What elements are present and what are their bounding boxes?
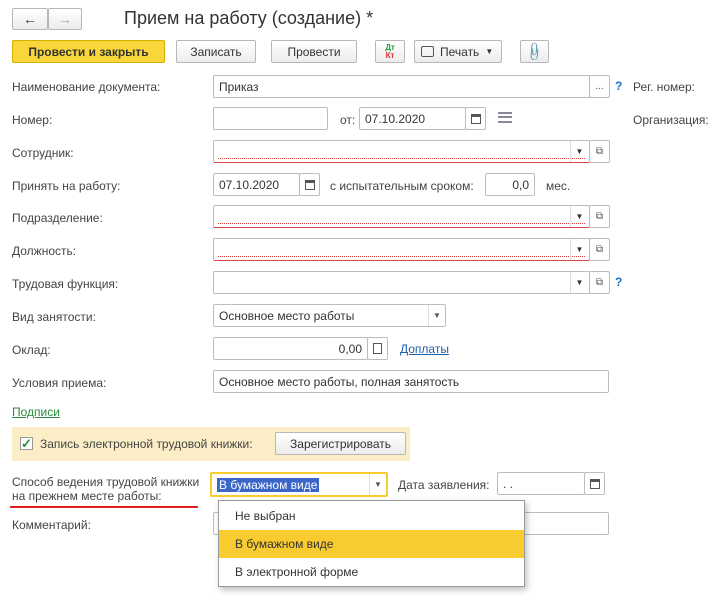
open-icon: ⧉ — [595, 244, 604, 255]
list-icon[interactable] — [498, 112, 512, 123]
attach-button[interactable] — [520, 40, 549, 63]
comment-label: Комментарий: — [12, 518, 91, 532]
chevron-down-icon: ▼ — [575, 147, 584, 156]
post-button[interactable]: Провести — [271, 40, 357, 63]
hire-date-label: Принять на работу: — [12, 179, 121, 193]
application-date-field[interactable]: . . — [497, 472, 585, 495]
doc-name-field[interactable]: Приказ — [213, 75, 590, 98]
department-label: Подразделение: — [12, 211, 103, 225]
page-title: Прием на работу (создание) * — [124, 8, 374, 28]
department-open-button[interactable] — [589, 205, 610, 228]
open-icon: ⧉ — [595, 146, 604, 157]
position-open-button[interactable] — [589, 238, 610, 261]
labor-function-label: Трудовая функция: — [12, 277, 119, 291]
printer-icon — [421, 46, 434, 57]
salary-label: Оклад: — [12, 343, 51, 357]
print-button[interactable]: Печать ▼ — [414, 40, 502, 63]
forward-button[interactable] — [48, 8, 82, 30]
calculator-button[interactable] — [367, 337, 388, 360]
employee-dropdown[interactable] — [570, 141, 588, 162]
chevron-down-icon: ▼ — [575, 278, 584, 287]
position-dropdown[interactable] — [570, 239, 588, 260]
employee-open-button[interactable] — [589, 140, 610, 163]
employment-type-select[interactable]: Основное место работы ▼ — [213, 304, 446, 327]
doc-name-select-button[interactable]: ... — [589, 75, 610, 98]
date-calendar-button[interactable] — [465, 107, 486, 130]
chevron-down-icon: ▼ — [485, 47, 494, 56]
application-date-label: Дата заявления: — [398, 478, 490, 492]
calendar-icon — [305, 180, 315, 190]
hire-date-field[interactable]: 07.10.2020 — [213, 173, 300, 196]
conditions-field[interactable]: Основное место работы, полная занятость — [213, 370, 609, 393]
red-underline — [10, 506, 198, 508]
help-icon[interactable]: ? — [615, 275, 623, 289]
chevron-down-icon: ▼ — [369, 474, 386, 495]
book-method-select[interactable]: В бумажном виде ▼ — [210, 472, 388, 497]
etk-checkbox[interactable] — [20, 437, 33, 450]
reg-number-label: Рег. номер: — [633, 80, 695, 94]
back-button[interactable] — [12, 8, 48, 30]
number-field[interactable] — [213, 107, 328, 130]
calendar-icon — [590, 479, 600, 489]
save-button[interactable]: Записать — [176, 40, 256, 63]
position-label: Должность: — [12, 244, 77, 258]
open-icon: ⧉ — [595, 211, 604, 222]
doc-name-label: Наименование документа: — [12, 80, 161, 94]
book-method-label-line1: Способ ведения трудовой книжки — [12, 475, 200, 489]
number-label: Номер: — [12, 113, 53, 127]
department-field[interactable] — [213, 205, 590, 228]
dt-kt-icon: Дт — [385, 42, 395, 52]
book-method-label-line2: на прежнем месте работы: — [12, 489, 162, 503]
post-and-close-button[interactable]: Провести и закрыть — [12, 40, 165, 63]
open-icon: ⧉ — [595, 277, 604, 288]
dropdown-option[interactable]: В электронной форме — [235, 565, 359, 579]
chevron-down-icon: ▼ — [428, 305, 445, 326]
application-date-calendar-button[interactable] — [584, 472, 605, 495]
labor-function-dropdown[interactable] — [570, 272, 588, 293]
chevron-down-icon: ▼ — [575, 245, 584, 254]
probation-field[interactable]: 0,0 — [485, 173, 535, 196]
department-dropdown[interactable] — [570, 206, 588, 227]
paperclip-icon: 📎 — [523, 40, 546, 63]
date-label: от: — [340, 113, 356, 127]
employee-field[interactable] — [213, 140, 590, 163]
dt-kt-button[interactable]: Дт Кт — [375, 40, 405, 63]
dropdown-option-selected[interactable]: В бумажном виде — [219, 530, 524, 558]
date-field[interactable]: 07.10.2020 — [359, 107, 466, 130]
etk-checkbox-label: Запись электронной трудовой книжки: — [40, 437, 253, 451]
arrow-right-icon: → — [58, 11, 72, 27]
probation-unit: мес. — [546, 179, 571, 193]
probation-label: с испытательным сроком: — [330, 179, 474, 193]
surcharges-link[interactable]: Доплаты — [400, 342, 449, 356]
calculator-icon — [373, 343, 382, 354]
conditions-label: Условия приема: — [12, 376, 107, 390]
employment-type-label: Вид занятости: — [12, 310, 96, 324]
arrow-left-icon: ← — [23, 11, 37, 27]
salary-field[interactable]: 0,00 — [213, 337, 368, 360]
employee-label: Сотрудник: — [12, 146, 74, 160]
register-button[interactable]: Зарегистрировать — [275, 432, 406, 455]
calendar-icon — [471, 114, 481, 124]
checkmark-icon: ✓ — [21, 436, 32, 451]
signatures-link[interactable]: Подписи — [12, 405, 60, 419]
labor-function-field[interactable] — [213, 271, 590, 294]
book-method-dropdown-list — [218, 500, 525, 587]
dropdown-option[interactable]: Не выбран — [235, 509, 296, 523]
chevron-down-icon: ▼ — [575, 212, 584, 221]
position-field[interactable] — [213, 238, 590, 261]
organization-label: Организация: — [633, 113, 709, 127]
labor-function-open-button[interactable] — [589, 271, 610, 294]
help-icon[interactable]: ? — [615, 79, 623, 93]
hire-date-calendar-button[interactable] — [299, 173, 320, 196]
